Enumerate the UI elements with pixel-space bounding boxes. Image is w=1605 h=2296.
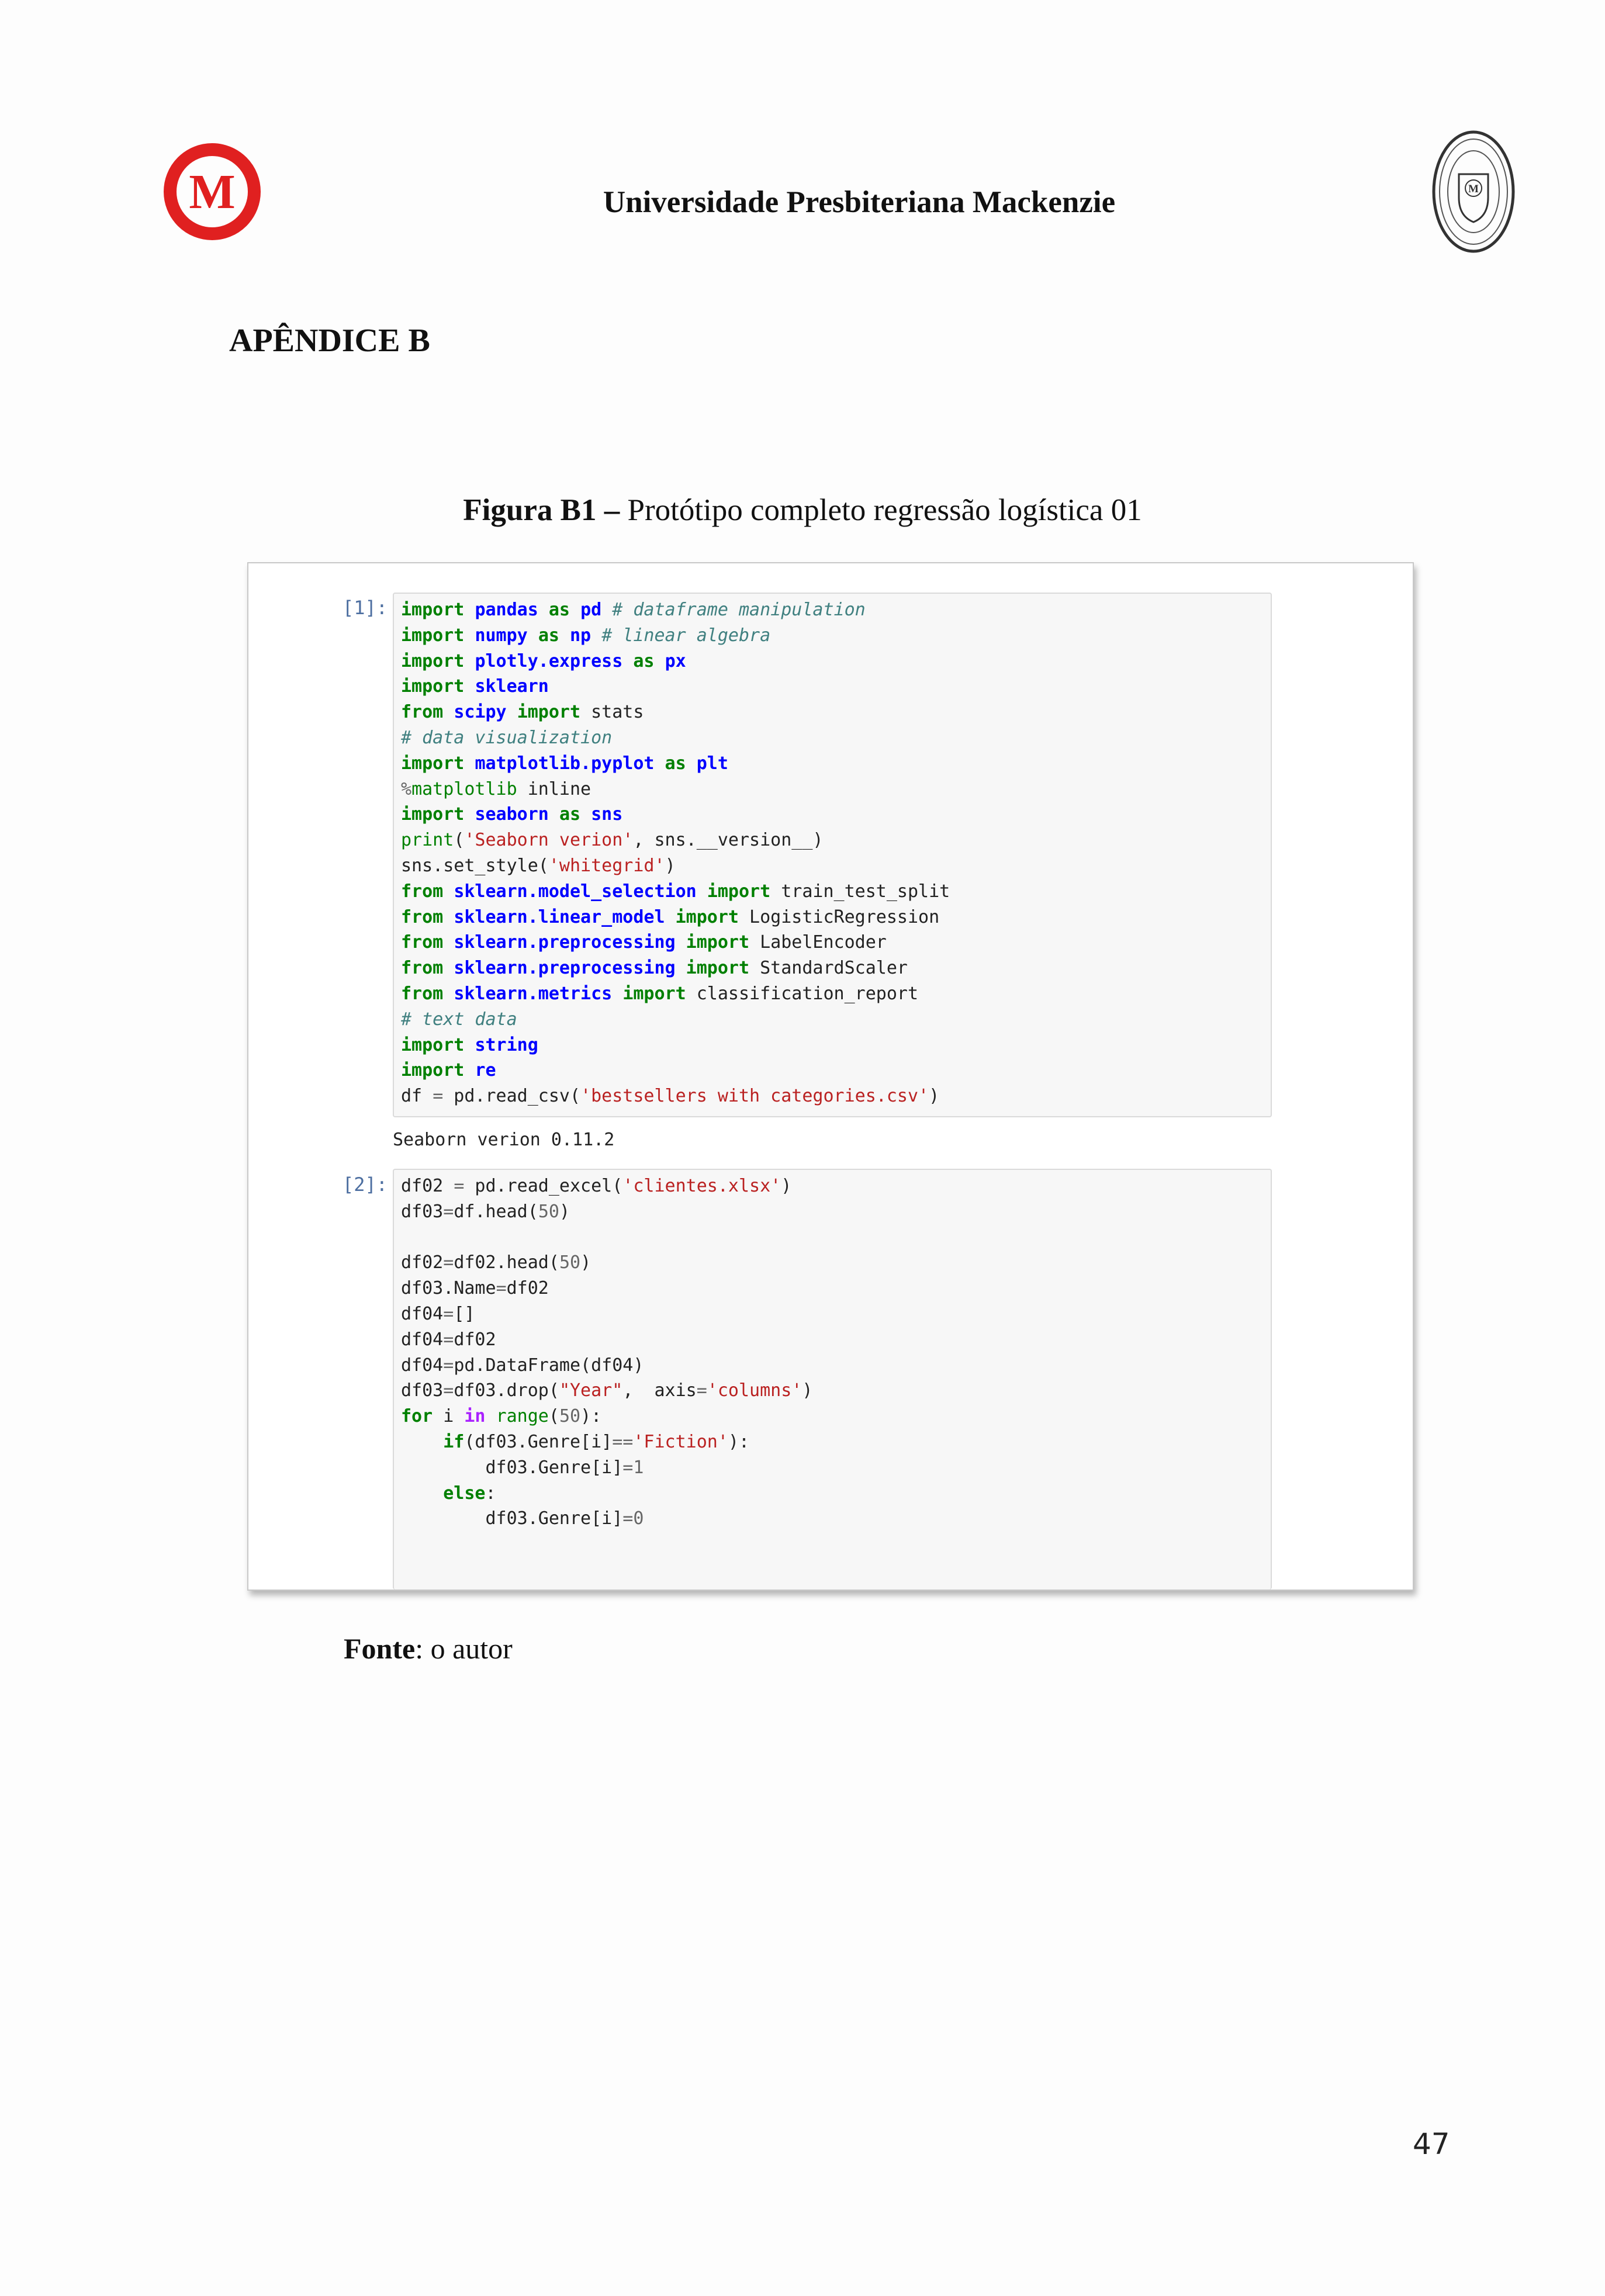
- code-token: string: [475, 1034, 538, 1055]
- code-token: (df03.Genre[i]: [464, 1431, 613, 1452]
- code-token: sklearn.linear_model: [454, 906, 665, 927]
- code-token: for: [401, 1406, 433, 1427]
- code-token: import: [686, 932, 750, 953]
- code-token: # dataframe manipulation: [612, 600, 866, 620]
- code-line: [401, 777, 1271, 802]
- code-token: # data visualization: [401, 727, 613, 748]
- cell-prompt: [1]:: [342, 597, 388, 619]
- code-line: [401, 1250, 1271, 1276]
- code-token: df03.Genre[i]: [401, 1457, 623, 1478]
- code-token: 50: [538, 1201, 559, 1222]
- code-token: numpy: [475, 625, 528, 646]
- code-token: sklearn.metrics: [454, 983, 613, 1004]
- cell-output: Seaborn verion 0.11.2: [393, 1130, 615, 1150]
- code-token: 'whitegrid': [548, 855, 665, 876]
- code-line: [401, 1404, 1271, 1429]
- code-token: import: [401, 676, 465, 697]
- code-line: [401, 827, 1271, 853]
- code-token: [697, 881, 707, 902]
- code-token: matplotlib.pyplot: [475, 753, 655, 774]
- code-line: [401, 623, 1271, 649]
- code-token: [549, 804, 559, 825]
- code-token: i: [433, 1406, 465, 1427]
- code-line: [401, 853, 1271, 879]
- code-token: =: [496, 1278, 507, 1299]
- code-token: [580, 804, 591, 825]
- code-token: sklearn.model_selection: [454, 881, 697, 902]
- code-token: [559, 625, 570, 646]
- code-line: [401, 699, 1271, 725]
- code-text: [394, 1170, 1271, 1532]
- code-token: re: [475, 1060, 496, 1081]
- code-token: =: [622, 1457, 634, 1478]
- code-token: [443, 958, 454, 978]
- code-token: 'Seaborn verion': [464, 830, 634, 851]
- code-line: [401, 1276, 1271, 1301]
- code-token: from: [401, 958, 444, 979]
- code-token: [655, 651, 665, 671]
- code-token: df03: [401, 1380, 444, 1401]
- code-token: import: [707, 881, 771, 902]
- code-token: df03.drop(: [454, 1380, 559, 1401]
- code-token: if: [443, 1431, 465, 1452]
- appendix-title: APÊNDICE B: [229, 323, 430, 359]
- code-token: import: [401, 625, 465, 646]
- notebook-screenshot: [247, 562, 1414, 1591]
- code-token: import: [686, 958, 750, 979]
- code-line: [401, 1083, 1271, 1109]
- code-token: import: [401, 804, 465, 825]
- code-token: , sns.__version__): [633, 830, 824, 851]
- code-token: ): [802, 1380, 813, 1401]
- code-token: %: [401, 778, 412, 799]
- code-token: pd.read_csv(: [443, 1086, 581, 1107]
- seal-letter: M: [1468, 183, 1479, 195]
- university-name: Universidade Presbiteriana Mackenzie: [603, 185, 1116, 219]
- code-token: stats: [580, 702, 644, 723]
- code-token: pd: [580, 600, 602, 620]
- code-line: [401, 1378, 1271, 1404]
- code-token: [601, 600, 612, 620]
- code-token: df02: [506, 1278, 549, 1299]
- code-token: pandas: [475, 600, 538, 620]
- code-line: [401, 1327, 1271, 1353]
- code-line: [401, 955, 1271, 981]
- code-token: [464, 625, 475, 646]
- code-token: [464, 651, 475, 671]
- code-token: [538, 600, 549, 620]
- page-number: 47: [1413, 2127, 1450, 2161]
- code-token: [622, 651, 633, 671]
- code-text: [394, 594, 1271, 1109]
- code-token: LogisticRegression: [738, 906, 940, 927]
- code-token: (: [454, 830, 465, 851]
- cell-prompt: [2]:: [342, 1173, 388, 1196]
- code-token: from: [401, 932, 444, 953]
- code-token: [486, 1406, 496, 1426]
- code-token: ): [781, 1176, 792, 1196]
- code-line: [401, 1506, 1271, 1532]
- figure-caption-text: Protótipo completo regressão logística 01: [620, 493, 1142, 527]
- code-token: as: [548, 600, 570, 620]
- code-token: seaborn: [475, 804, 549, 825]
- code-token: :: [485, 1483, 496, 1504]
- code-line: [401, 1455, 1271, 1481]
- code-token: , axis: [622, 1380, 697, 1401]
- code-token: inline: [517, 778, 592, 799]
- code-token: df: [401, 1086, 433, 1107]
- code-token: [528, 625, 538, 646]
- code-token: import: [622, 983, 686, 1004]
- code-token: df02.head(: [454, 1252, 559, 1273]
- code-token: from: [401, 881, 444, 902]
- code-token: as: [559, 804, 581, 825]
- code-line: [401, 930, 1271, 955]
- code-token: [401, 1432, 443, 1452]
- code-token: =: [443, 1201, 454, 1222]
- code-token: df04: [401, 1355, 444, 1376]
- code-token: range: [496, 1406, 549, 1427]
- code-token: ): [559, 1201, 570, 1222]
- code-token: =: [696, 1380, 707, 1401]
- code-token: [676, 932, 686, 953]
- code-editor[interactable]: [393, 1169, 1272, 1589]
- code-line: [401, 879, 1271, 905]
- code-token: 'clientes.xlsx': [622, 1176, 781, 1196]
- code-token: [570, 600, 580, 620]
- code-token: df03: [401, 1201, 444, 1222]
- code-token: 1: [633, 1457, 644, 1478]
- code-token: 'Fiction': [633, 1431, 728, 1452]
- code-token: ): [580, 1252, 592, 1273]
- code-token: [676, 958, 686, 978]
- code-token: []: [454, 1303, 475, 1324]
- code-line: [401, 725, 1271, 751]
- code-token: =: [433, 1086, 444, 1107]
- code-token: StandardScaler: [749, 958, 908, 979]
- code-line: [401, 1225, 1271, 1251]
- code-token: matplotlib: [411, 778, 517, 799]
- code-token: import: [401, 650, 465, 671]
- code-token: else: [443, 1483, 486, 1504]
- code-token: [464, 804, 475, 825]
- code-token: sklearn: [475, 676, 549, 697]
- code-token: import: [401, 1034, 465, 1055]
- code-token: import: [517, 702, 581, 723]
- code-line: [401, 802, 1271, 827]
- code-token: as: [633, 650, 655, 671]
- code-token: ):: [580, 1406, 602, 1427]
- code-token: # linear algebra: [601, 625, 771, 646]
- code-line: [401, 597, 1271, 623]
- code-line: [401, 674, 1271, 699]
- code-token: [401, 1483, 443, 1504]
- figure-caption: [0, 493, 1605, 528]
- code-line: [401, 981, 1271, 1007]
- code-token: [443, 702, 454, 722]
- code-token: from: [401, 906, 444, 927]
- code-token: ): [665, 855, 676, 876]
- code-line: [401, 649, 1271, 674]
- code-token: sklearn.preprocessing: [454, 958, 676, 979]
- code-line: [401, 751, 1271, 777]
- code-token: df.head(: [454, 1201, 538, 1222]
- code-line: [401, 1353, 1271, 1379]
- code-token: =: [454, 1176, 465, 1196]
- figure-label: Figura B1 –: [463, 493, 620, 527]
- code-token: [612, 983, 622, 1004]
- code-token: in: [464, 1406, 486, 1427]
- code-token: pd.read_excel(: [464, 1176, 623, 1196]
- code-token: plotly.express: [475, 650, 623, 671]
- code-token: as: [538, 625, 559, 646]
- code-token: [464, 1060, 475, 1081]
- university-seal-icon: [1431, 129, 1516, 255]
- code-token: [443, 907, 454, 927]
- code-token: =: [443, 1380, 454, 1401]
- code-token: df03.Name: [401, 1278, 496, 1299]
- code-token: (: [548, 1406, 559, 1427]
- code-token: df04: [401, 1329, 444, 1350]
- code-token: import: [401, 600, 465, 620]
- code-token: [464, 1035, 475, 1055]
- source-text: : o autor: [415, 1632, 513, 1665]
- code-token: 50: [559, 1406, 581, 1427]
- code-token: "Year": [559, 1380, 623, 1401]
- code-token: classification_report: [686, 983, 919, 1004]
- code-line: [401, 1058, 1271, 1083]
- code-token: [464, 600, 475, 620]
- code-token: =: [443, 1252, 454, 1273]
- code-token: [654, 753, 665, 774]
- code-token: from: [401, 702, 444, 723]
- code-line: [401, 1199, 1271, 1225]
- code-token: [665, 907, 676, 927]
- code-token: df03.Genre[i]: [401, 1508, 623, 1529]
- figure-source: [344, 1632, 513, 1665]
- code-token: as: [665, 753, 686, 774]
- code-token: sns.set_style(: [401, 855, 549, 876]
- code-token: =: [622, 1508, 634, 1529]
- code-token: print: [401, 830, 454, 851]
- code-token: 'bestsellers with categories.csv': [580, 1086, 929, 1107]
- code-token: df02: [401, 1252, 444, 1273]
- code-token: scipy: [454, 702, 507, 723]
- logo-letter: M: [189, 165, 236, 219]
- code-line: [401, 1429, 1271, 1455]
- code-token: 0: [633, 1508, 644, 1529]
- code-token: sns: [591, 804, 623, 825]
- code-token: [591, 625, 601, 646]
- code-token: plt: [696, 753, 728, 774]
- code-token: =: [443, 1329, 454, 1350]
- code-line: [401, 1007, 1271, 1033]
- code-token: import: [401, 753, 465, 774]
- code-token: =: [443, 1303, 454, 1324]
- code-line: [401, 1033, 1271, 1058]
- code-token: [464, 676, 475, 697]
- code-token: =: [443, 1355, 454, 1376]
- code-token: 'columns': [707, 1380, 802, 1401]
- code-token: df04: [401, 1303, 444, 1324]
- code-token: [443, 932, 454, 953]
- code-editor[interactable]: [393, 593, 1272, 1117]
- code-token: pd.DataFrame(df04): [454, 1355, 644, 1376]
- code-token: np: [570, 625, 592, 646]
- source-label: Fonte: [344, 1632, 416, 1665]
- code-token: import: [401, 1060, 465, 1081]
- code-line: [401, 1173, 1271, 1199]
- code-token: [507, 702, 517, 722]
- code-token: LabelEncoder: [749, 932, 887, 953]
- code-token: [464, 753, 475, 774]
- code-token: df02: [454, 1329, 496, 1350]
- code-line: [401, 1301, 1271, 1327]
- code-token: train_test_split: [770, 881, 950, 902]
- code-line: [401, 905, 1271, 930]
- code-token: [443, 983, 454, 1004]
- code-token: [443, 881, 454, 902]
- code-token: import: [675, 906, 739, 927]
- code-token: px: [665, 650, 686, 671]
- code-token: 50: [559, 1252, 581, 1273]
- code-line: [401, 1481, 1271, 1507]
- code-token: [686, 753, 697, 774]
- code-token: ): [929, 1086, 940, 1107]
- code-token: # text data: [401, 1009, 517, 1030]
- code-token: ):: [728, 1431, 750, 1452]
- code-token: df02: [401, 1176, 454, 1196]
- code-token: from: [401, 983, 444, 1004]
- code-token: sklearn.preprocessing: [454, 932, 676, 953]
- code-token: ==: [612, 1431, 634, 1452]
